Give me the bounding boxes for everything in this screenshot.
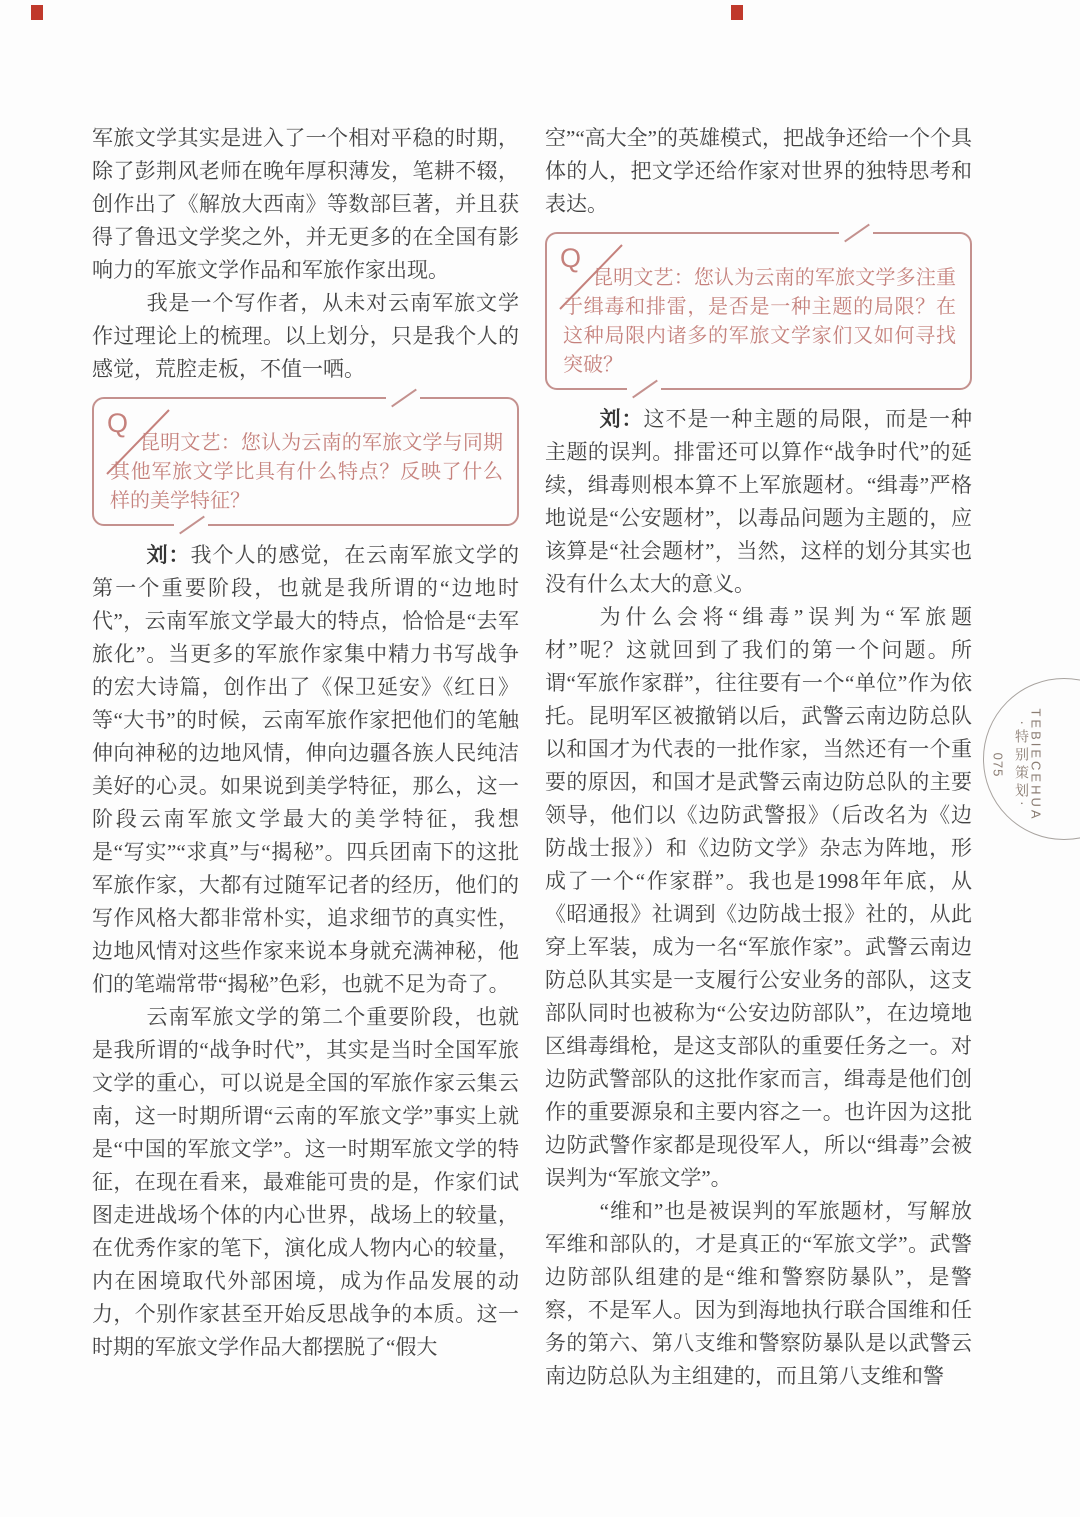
page-number: 075 (990, 752, 1006, 778)
question-box (545, 232, 972, 390)
section-badge (983, 678, 1080, 840)
answer-paragraph (545, 403, 972, 601)
border-break (174, 520, 208, 530)
question-text: 昆明文艺：您认为云南的军旅文学与同期其他军旅文学比具有什么特点？反映了什么样的美学特征？ (110, 432, 503, 512)
corner-mark-left (31, 5, 43, 20)
svg-text:Q: Q (560, 243, 582, 273)
answer-text: 我个人的感觉，在云南军旅文学的第一个重要阶段，也就是我所谓的“边地时代”，云南军旅文学最大的特点，恰恰是“去军旅化”。当更多的军旅作家集中精力书写战争的宏大诗篇，创作出了《保卫延安》《红日》等“大书”的时候，云南军旅作家把他们的笔触伸向神秘的边地风情，伸向边疆各族人民纯洁美好的心灵。如果说到美学特征，那么，这一阶段云南军旅文学最大的美学特征，我想是“写实”“求真”与“揭秘”。四兵团南下的这批军旅作家，大都有过随军记者的经历，他们的写作风格大都非常朴实，追求细节的真实性，边地风情对这些作家来说本身就充满神秘，他们的笔端常带“揭秘”色彩，也就不足为奇了。 (92, 543, 520, 996)
answer-paragraph (92, 539, 519, 1001)
answer-text: 这不是一种主题的局限，而是一种主题的误判。排雷还可以算作“战争时代”的延续，缉毒则根本算不上军旅题材。“缉毒”严格地说是“公安题材”，以毒品问题为主题的，应该算是“社会题材”，当然，这样的划分其实也没有什么太大的意义。 (545, 407, 973, 596)
border-break (839, 228, 873, 238)
border-break (627, 384, 661, 394)
corner-mark-right (731, 5, 743, 20)
question-text: 昆明文艺：您认为云南的军旅文学多注重于缉毒和排雷，是否是一种主题的局限？在这种局限内诸多的军旅文学家们又如何寻找突破？ (563, 267, 956, 376)
section-title: ·特别策划· (1013, 720, 1028, 810)
speaker-label: 刘： (146, 544, 191, 567)
answer-paragraph: 云南军旅文学的第二个重要阶段，也就是我所谓的“战争时代”，其实是当时全国军旅文学的重心，可以说是全国的军旅作家云集云南，这一时期所谓“云南的军旅文学”事实上就是“中国的军旅文学”。这一时期军旅文学的特征，在现在看来，最难能可贵的是，作家们试图走进战场个体的内心世界，战场上的较量，在优秀作家的笔下，演化成人物内心的较量，内在困境取代外部困境，成为作品发展的动力，个别作家甚至开始反思战争的本质。这一时期的军旅文学作品大都摆脱了“假大 (92, 1005, 519, 1359)
section-pinyin: TEBIECEHUA (1028, 708, 1044, 822)
paragraph: 空”“高大全”的英雄模式，把战争还给一个个具体的人，把文学还给作家对世界的独特思考和表达。 (545, 126, 972, 216)
question-box (92, 397, 519, 526)
answer-paragraph: “维和”也是被误判的军旅题材，写解放军维和部队的，才是真正的“军旅文学”。武警边防部队组建的是“维和警察防暴队”，是警察，不是军人。因为到海地执行联合国维和任务的第六、第八支维和警察防暴队是以武警云南边防总队为主组建的，而且第八支维和警 (545, 1199, 972, 1388)
left-column (92, 122, 519, 1364)
svg-text:Q: Q (107, 408, 129, 438)
speaker-label: 刘： (599, 408, 644, 431)
answer-paragraph: 为什么会将“缉毒”误判为“军旅题材”呢？这就回到了我们的第一个问题。所谓“军旅作家群”，往往要有一个“单位”作为依托。昆明军区被撤销以后，武警云南边防总队以和国才为代表的一批作家，当然还有一个重要的原因，和国才是武警云南边防总队的主要领导，他们以《边防武警报》（后改名为《边防战士报》）和《边防文学》杂志为阵地，形成了一个“作家群”。我也是1998年年底，从《昭通报》社调到《边防战士报》社的，从此穿上军装，成为一名“军旅作家”。武警云南边防总队其实是一支履行公安业务的部队，这支部队同时也被称为“公安边防部队”，在边境地区缉毒缉枪，是这支部队的重要任务之一。对边防武警部队的这批作家而言，缉毒是他们创作的重要源泉和主要内容之一。也许因为这批边防武警作家都是现役军人，所以“缉毒”会被误判为“军旅文学”。 (545, 605, 972, 1190)
q-slash-icon (99, 402, 177, 480)
border-break (386, 393, 420, 403)
right-column (545, 122, 972, 1393)
q-slash-icon (552, 237, 630, 315)
paragraph: 军旅文学其实是进入了一个相对平稳的时期，除了彭荆风老师在晚年厚积薄发，笔耕不辍，创作出了《解放大西南》等数部巨著，并且获得了鲁迅文学奖之外，并无更多的在全国有影响力的军旅文学作品和军旅作家出现。 (92, 126, 519, 282)
paragraph: 我是一个写作者，从未对云南军旅文学作过理论上的梳理。以上划分，只是我个人的感觉，荒腔走板，不值一哂。 (92, 291, 519, 381)
